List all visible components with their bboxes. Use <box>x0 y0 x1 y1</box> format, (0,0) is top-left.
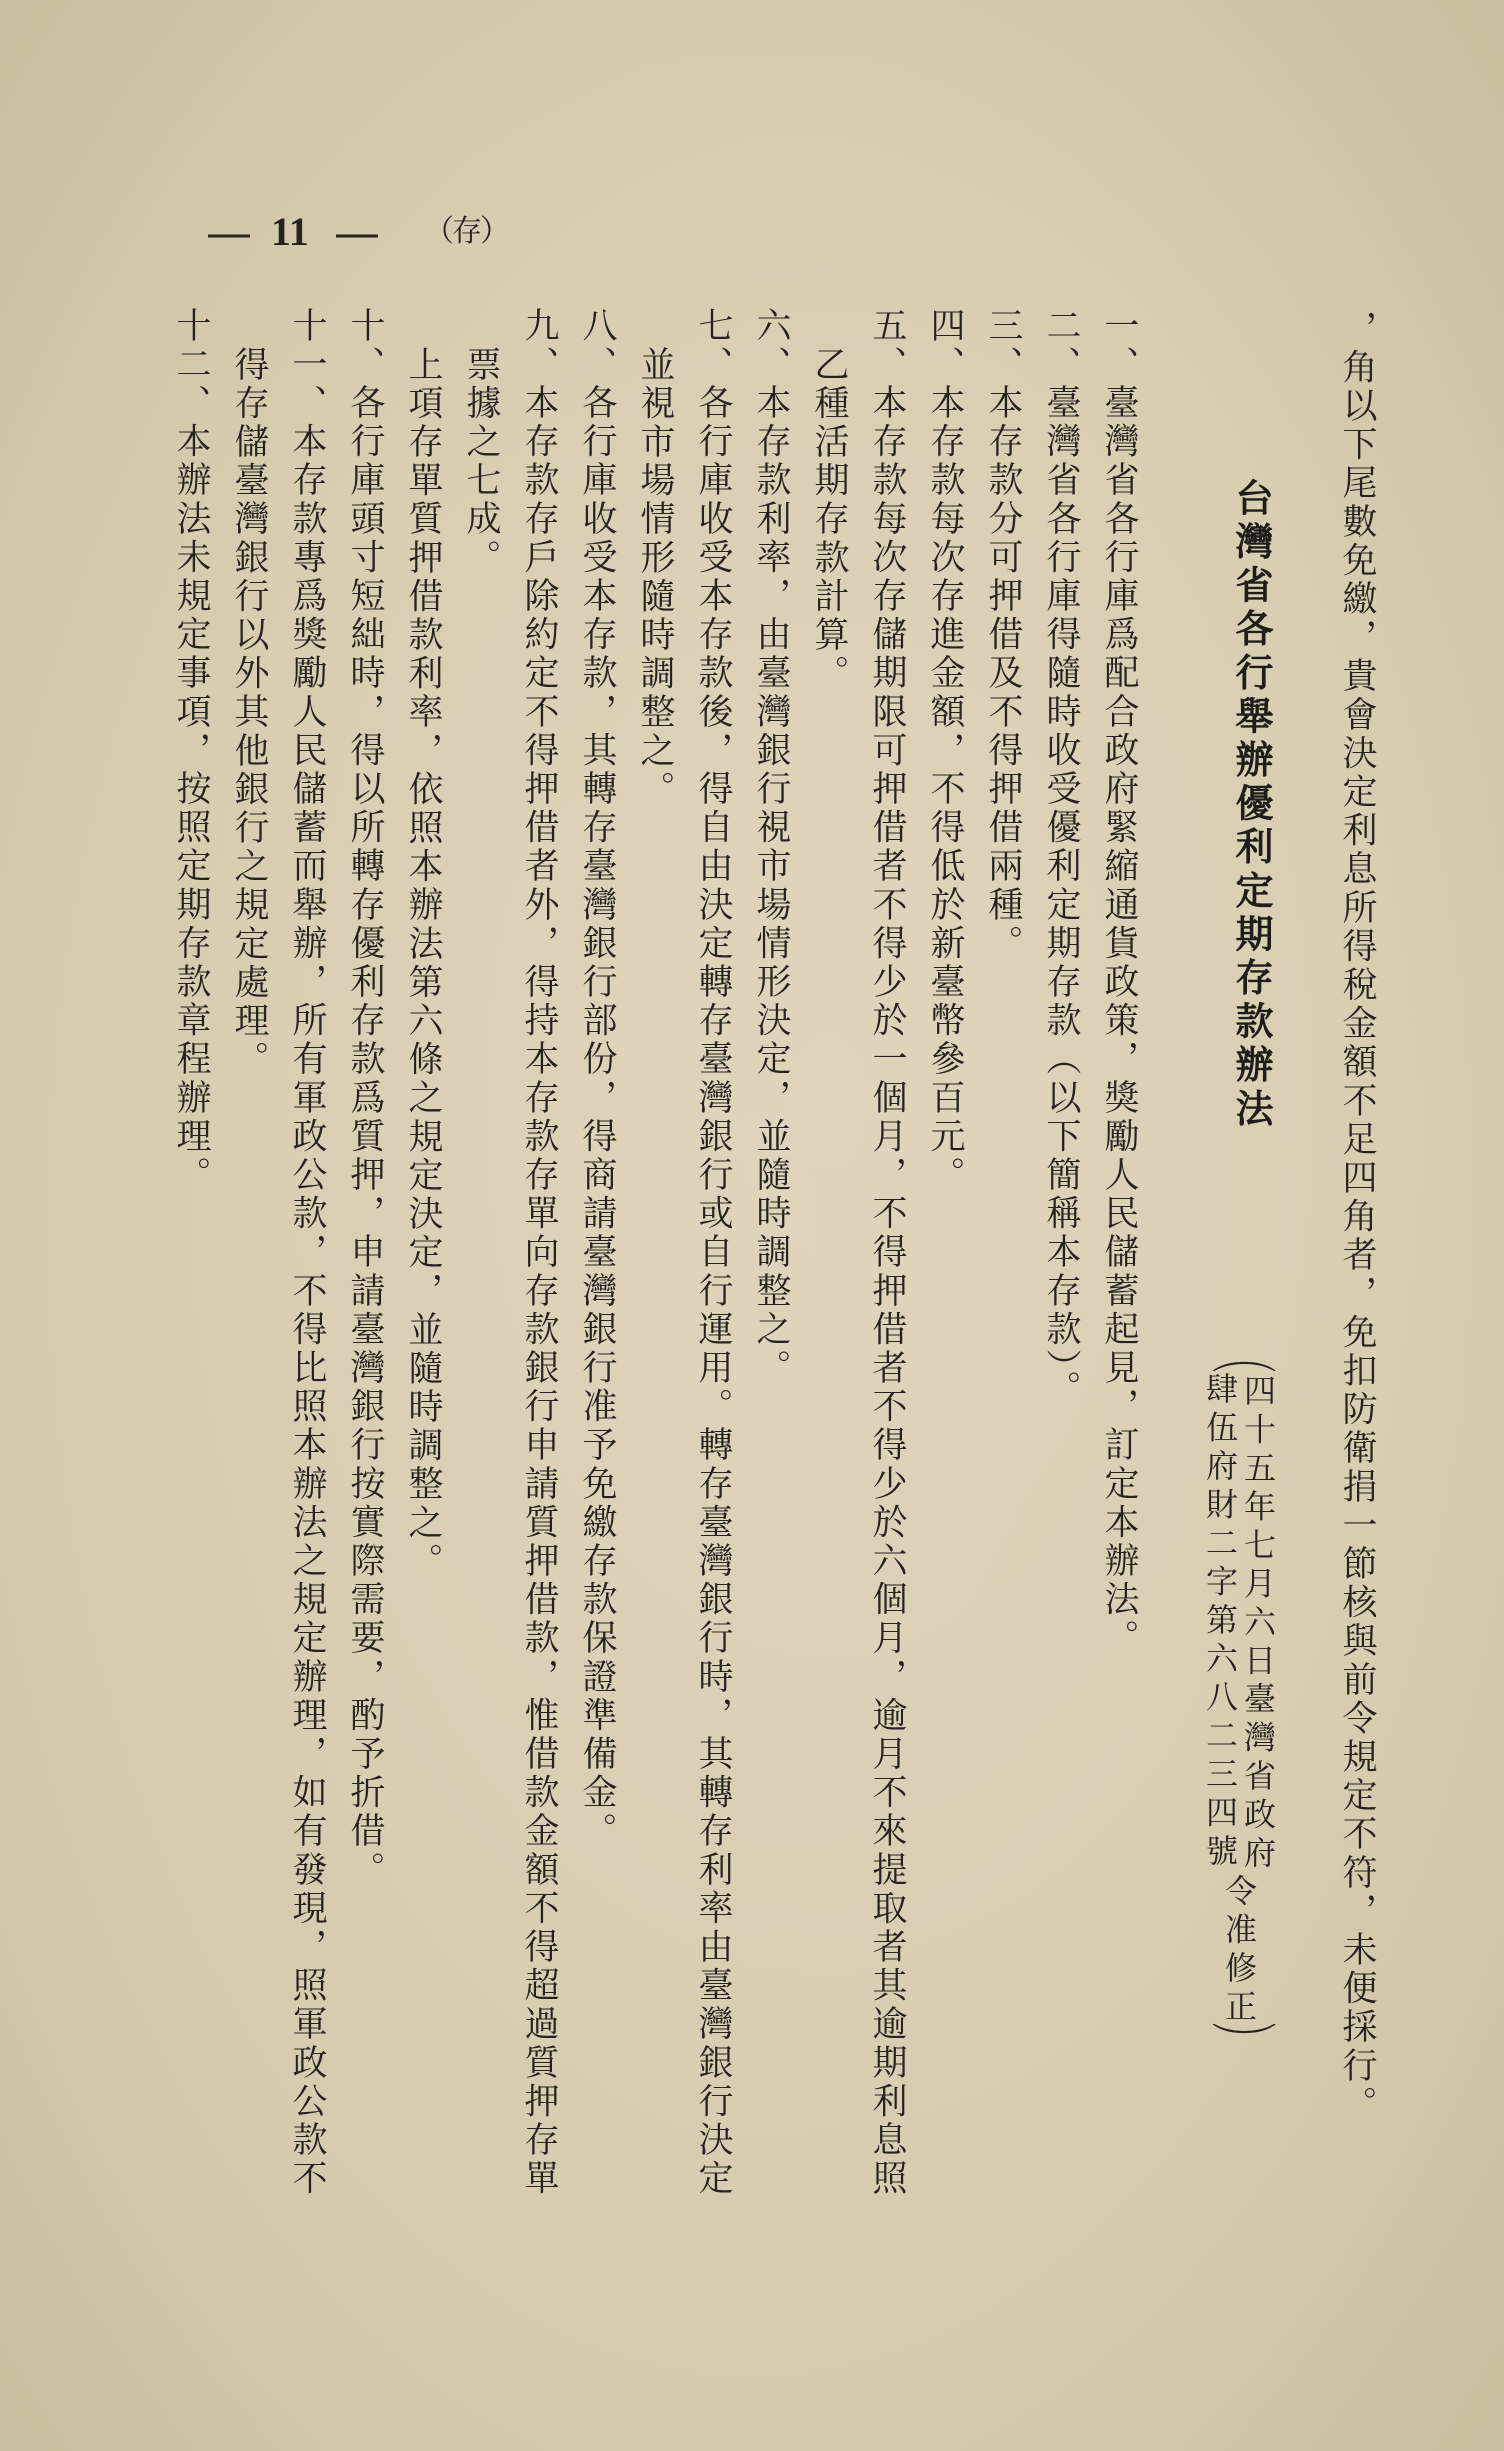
article-4 <box>925 307 965 1195</box>
article-number: 十一、 <box>287 307 327 423</box>
page-number: 11 <box>271 209 309 254</box>
section-mark: （存） <box>424 214 508 249</box>
annotation-tail: 令准修正 <box>1220 1874 1258 2028</box>
article-number: 八、 <box>577 307 617 385</box>
article-number: 一、 <box>1099 307 1139 385</box>
article-text: 各行庫頭寸短絀時，得以所轉存優利存款爲質押，申請臺灣銀行按實際需要，酌予折借。 <box>345 384 385 1890</box>
article-number: 十二、 <box>171 307 211 423</box>
annotation-open-paren: （ <box>1200 1341 1280 1373</box>
article-number: 三、 <box>983 307 1023 385</box>
article-11-continuation: 得存儲臺灣銀行以外其他銀行之規定處理。 <box>229 346 269 1080</box>
annotation-line-2: 肆伍府財二字第六八二三四號 <box>1201 1372 1239 1873</box>
article-text: 臺灣省各行庫爲配合政府緊縮通貨政策，獎勵人民儲蓄起見，訂定本辦法。 <box>1099 384 1139 1659</box>
article-8 <box>577 307 617 1851</box>
article-text: 本存款存戶除約定不得押借者外，得持本存款存單向存款銀行申請質押借款，惟借款金額不得超過質押存單 <box>519 384 559 2199</box>
article-7 <box>693 307 733 2198</box>
article-text: 本存款每次存儲期限可押借者不得少於一個月，不得押借者不得少於六個月，逾月不來提取者其逾期利息照 <box>867 384 907 2199</box>
previous-text-column: ，角以下尾數免繳，貴會決定利息所得稅金額不足四角者，免扣防衛捐一節核與前令規定不符，未便採行。 <box>1337 310 1377 2125</box>
article-number: 二、 <box>1041 307 1081 385</box>
article-number: 四、 <box>925 307 965 385</box>
header-dash-left: — <box>206 205 252 259</box>
article-text: 本辦法未規定事項，按照定期存款章程辦理。 <box>171 422 211 1195</box>
article-text: 各行庫收受本存款，其轉存臺灣銀行部份，得商請臺灣銀行准予免繳存款保證準備金。 <box>577 384 617 1852</box>
article-number: 十、 <box>345 307 385 385</box>
article-number: 七、 <box>693 307 733 385</box>
article-text: 臺灣省各行庫得隨時收受優利定期存款（以下簡稱本存款）。 <box>1041 384 1081 1409</box>
article-3 <box>983 307 1023 963</box>
article-text: 本存款利率，由臺灣銀行視市場情形決定，並隨時調整之。 <box>751 384 791 1388</box>
article-text: 本存款分可押借及不得押借兩種。 <box>983 384 1023 964</box>
article-1 <box>1099 307 1139 1658</box>
article-2 <box>1041 307 1081 1409</box>
article-5-continuation: 乙種活期存款計算。 <box>809 346 849 694</box>
article-5 <box>867 307 907 2198</box>
article-text: 本存款每次存進金額，不得低於新臺幣參百元。 <box>925 384 965 1195</box>
article-number: 九、 <box>519 307 559 385</box>
article-number: 五、 <box>867 307 907 385</box>
article-9 <box>519 307 559 2198</box>
article-9-paragraph-2: 上項存單質押借款利率，依照本辦法第六條之規定決定，並隨時調整之。 <box>403 346 443 1582</box>
header-dash-right: — <box>334 205 380 259</box>
document-title: 台灣省各行舉辦優利定期存款辦法 <box>1229 478 1273 1132</box>
article-9-continuation: 票據之七成。 <box>461 346 501 578</box>
article-11 <box>287 307 327 2198</box>
article-6 <box>751 307 791 1388</box>
article-text: 各行庫收受本存款後，得自由決定轉存臺灣銀行或自行運用。轉存臺灣銀行時，其轉存利率由臺灣銀行決定 <box>693 384 733 2199</box>
annotation-line-1: 四十五年七月六日臺灣省政府 <box>1239 1374 1277 1875</box>
article-number: 六、 <box>751 307 791 385</box>
article-text: 本存款專爲獎勵人民儲蓄而舉辦，所有軍政公款，不得比照本辦法之規定辦理，如有發現，照軍政公款不 <box>287 422 327 2199</box>
article-10 <box>345 307 385 1890</box>
annotation-close-paren: ） <box>1200 2022 1280 2054</box>
article-12 <box>171 307 211 1195</box>
article-7-continuation: 並視市場情形隨時調整之。 <box>635 346 675 810</box>
